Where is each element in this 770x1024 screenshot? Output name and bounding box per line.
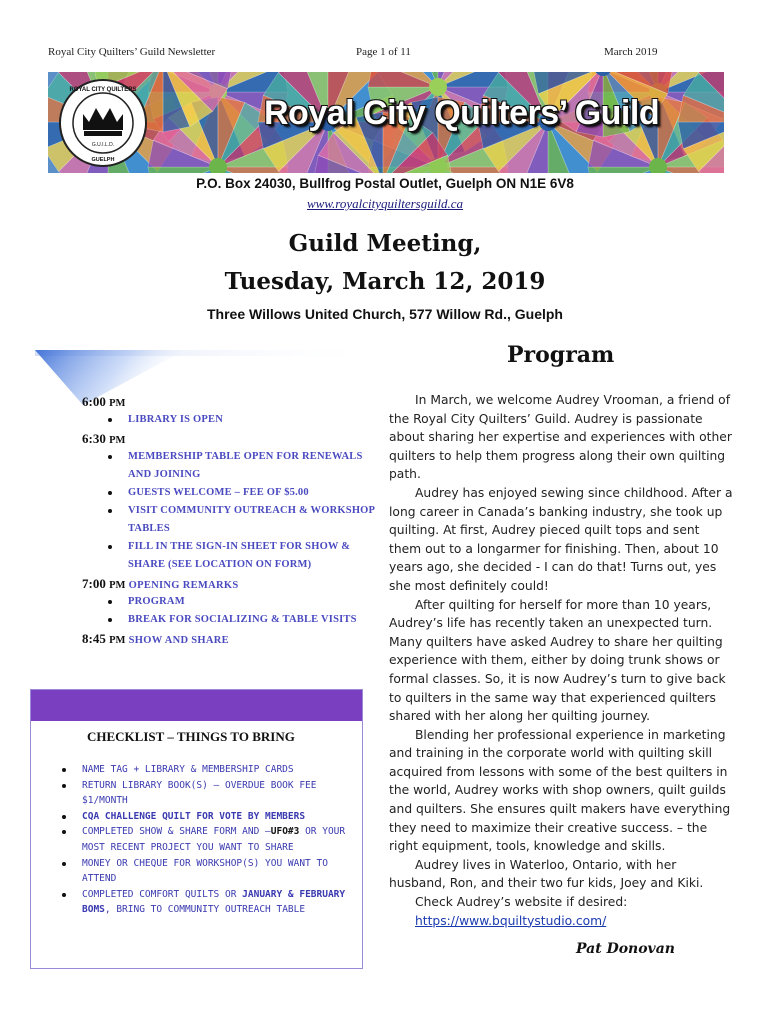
article-paragraph: Check Audrey’s website if desired: [415,895,628,910]
schedule-item: VISIT COMMUNITY OUTREACH & WORKSHOP TABLES [128,502,382,538]
checklist-item: COMPLETED SHOW & SHARE FORM AND –UFO#3 OR YOUR MOST RECENT PROJECT YOU WANT TO SHARE [60,824,360,855]
checklist-item: NAME TAG + LIBRARY & MEMBERSHIP CARDS [60,762,360,778]
article-paragraph: Audrey lives in Waterloo, Ontario, with her husband, Ron, and their two fur kids, Joey and Kiki. [389,857,704,891]
header-page-number: Page 1 of 11 [356,46,411,58]
schedule-item: GUESTS WELCOME – FEE OF $5.00 [128,484,382,502]
schedule-block-845: 8:45 PM SHOW AND SHARE [82,631,229,646]
checklist-item: COMPLETED COMFORT QUILTS OR JANUARY & FEBRUARY BOMS, BRING TO COMMUNITY OUTREACH TABLE [60,887,360,918]
header-newsletter-name: Royal City Quilters’ Guild Newsletter [48,46,216,58]
article-paragraph: After quilting for herself for more than 10 years, Audrey’s life has recently taken an unexpected turn. Many quilters have asked Audrey to share her quilting experience with them, either by doing trunk shows or formal classes. So, it is now Audrey’s turn to give back to quilters in the same way that experienced quilters shared with her along her quilting journey. [389,597,726,724]
website-link[interactable]: www.royalcityquiltersguild.ca [307,196,463,211]
schedule-item: FILL IN THE SIGN-IN SHEET FOR SHOW & SHARE (SEE LOCATION ON FORM) [128,538,382,574]
schedule-item: MEMBERSHIP TABLE OPEN FOR RENEWALS AND JOINING [128,448,382,484]
checklist-title: CHECKLIST – THINGS TO BRING [87,729,295,744]
article-paragraph: Audrey has enjoyed sewing since childhood. After a long career in Canada’s banking industry, she took up quilting. At first, Audrey pieced quilt tops and sent them out to a longarmer for finishing. Then, about 10 years ago, she decided - I can do that! Turns out, yes she most definitely could! [389,485,733,593]
schedule-block-700: 7:00 PM OPENING REMARKS PROGRAM BREAK FOR SOCIALIZING & TABLE VISITS [82,574,382,629]
program-schedule [82,392,382,648]
schedule-item: PROGRAM [128,593,382,611]
svg-text:G.U.I.L.D.: G.U.I.L.D. [91,142,115,148]
checklist-item: RETURN LIBRARY BOOK(S) – OVERDUE BOOK FEE $1/MONTH [60,778,360,809]
meeting-venue: Three Willows United Church, 577 Willow Rd., Guelph [206,306,563,322]
guild-logo [58,78,148,168]
banner-title: Royal City Quilters’ Guild [264,94,660,132]
checklist-header-band [31,690,362,721]
mailing-address: P.O. Box 24030, Bullfrog Postal Outlet, Guelph ON N1E 6V8 [196,176,574,191]
meeting-title: Guild Meeting, [288,230,482,257]
svg-text:ROYAL CITY QUILTERS: ROYAL CITY QUILTERS [69,87,137,93]
checklist-item: CQA CHALLENGE QUILT FOR VOTE BY MEMBERS [60,809,360,825]
checklist-item: MONEY OR CHEQUE FOR WORKSHOP(S) YOU WANT TO ATTEND [60,856,360,887]
checklist [60,762,360,918]
article-paragraph: Blending her professional experience in marketing and training in the corporate world with quilting skill acquired from lessons with some of the best quilters in the world, Audrey works with shop owners, quilt guilds and quilters. She ensures quilt makers have everything they need to maximize their creative success. – the right equipment, tools, knowledge and skills. [389,727,731,854]
program-heading: Program [507,342,615,368]
schedule-block-630: 6:30 PM MEMBERSHIP TABLE OPEN FOR RENEWALS AND JOINING GUESTS WELCOME – FEE OF $5.00 VISIT COMMUNITY OUTREACH & WORKSHOP TABLES FILL IN THE SIGN-IN SHEET FOR SHOW & SHARE (SEE LOCATION ON FORM) [82,429,382,574]
program-article [389,391,735,930]
schedule-block-600: 6:00 PM LIBRARY IS OPEN [82,392,382,429]
schedule-item: BREAK FOR SOCIALIZING & TABLE VISITS [128,611,382,629]
meeting-date: Tuesday, March 12, 2019 [224,268,546,295]
schedule-item: LIBRARY IS OPEN [128,411,382,429]
header-date: March 2019 [604,46,658,58]
guild-banner [48,72,724,173]
article-paragraph: In March, we welcome Audrey Vrooman, a friend of the Royal City Quilters’ Guild. Audrey is passionate about sharing her expertise and experiences with other quilters to help them progress along their own quilting path. [389,393,732,482]
svg-text:GUELPH: GUELPH [91,157,115,163]
audrey-website-link[interactable]: https://www.bquiltystudio.com/ [415,913,607,928]
author-signature: Pat Donovan [576,941,675,957]
